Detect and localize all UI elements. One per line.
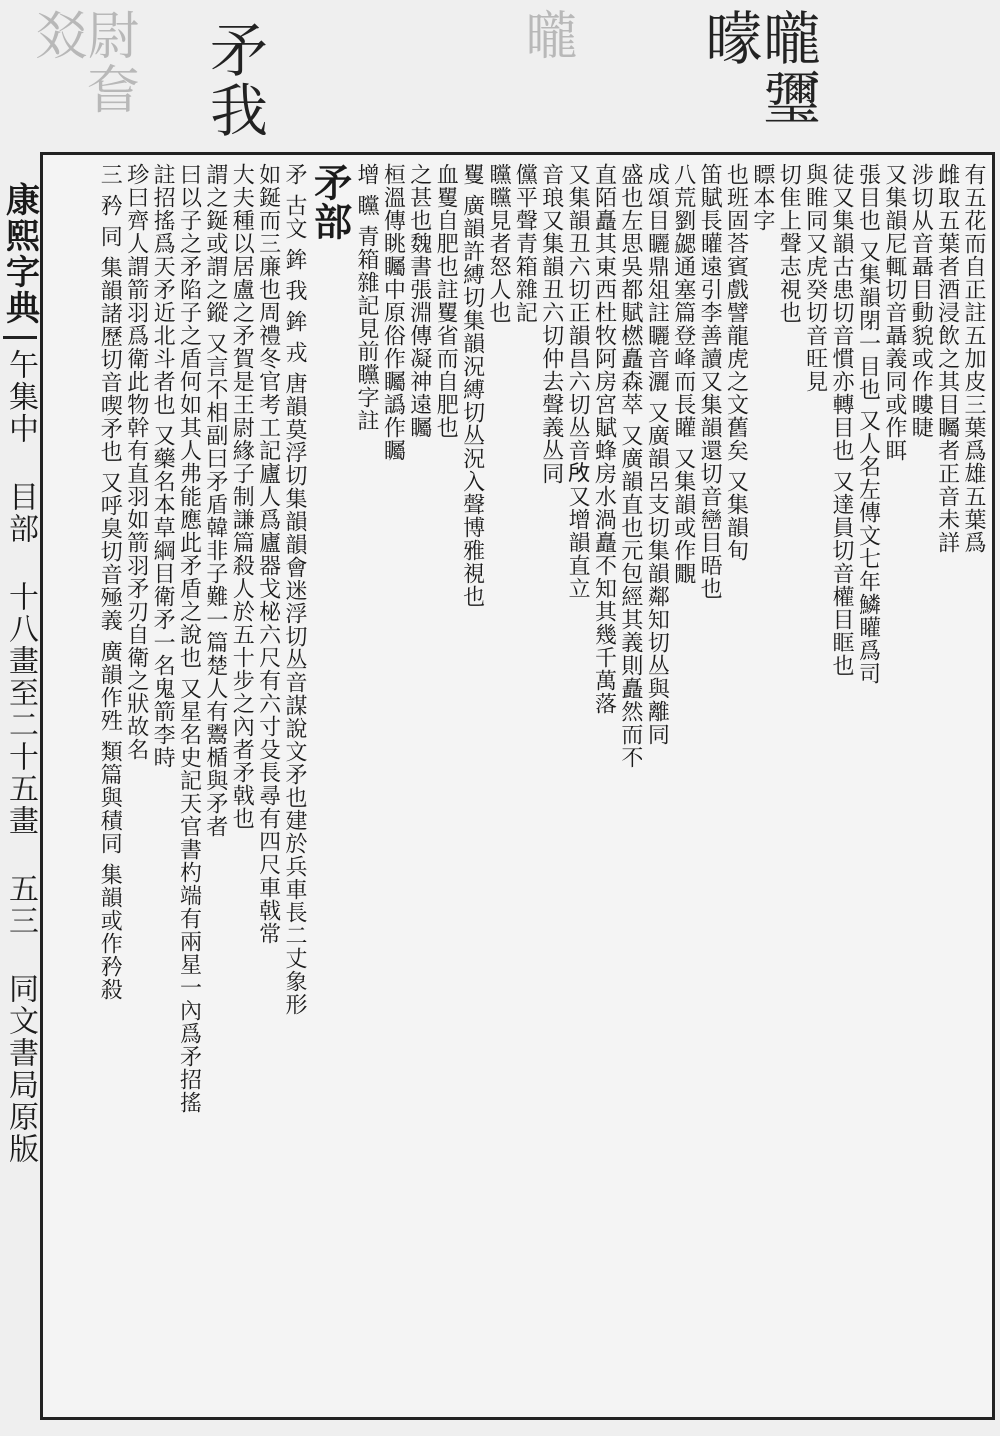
text-column: 有五花而自正註五加皮三葉爲雄五葉爲: [961, 163, 986, 554]
text-column: 增 矘 青箱雜記見前矘字註: [354, 163, 380, 432]
dictionary-page-frame: [40, 152, 995, 1420]
text-column: 矛 古文 鉾 我 鉾 戎 唐韻莫浮切集韻韻會迷浮切丛音謀說文矛也建於兵車長二丈象形: [282, 163, 308, 1016]
page-number: 五三: [3, 873, 38, 937]
text-column: 涉切从音聶目動貌或作瞜睫: [908, 163, 934, 439]
publisher-label: 同文書局原版: [3, 973, 38, 1165]
radical-label: 目部: [3, 481, 38, 545]
text-column: 音琅又集韻丑六切仲去聲義丛同: [538, 163, 564, 485]
text-column: 血矍自肥也註矍省而自肥也: [433, 163, 459, 439]
book-title: 康熙字典: [0, 182, 40, 326]
text-column: 桓溫傳眺矚中原俗作矚譌作矚: [380, 163, 406, 462]
text-column: 大夫種以居盧之矛賀是王尉緣子制謙篇殺人於五十步之內者矛戟也: [229, 163, 255, 830]
text-column: 八荒劉勰通塞篇登峰而長矔 又集韻或作覵: [670, 163, 696, 585]
text-column: 直陌矗其東西杜牧阿房宮賦蜂房水渦矗不知其幾千萬落: [591, 163, 617, 715]
seal-faint-left: 尉㚛㸚: [26, 8, 138, 116]
text-column: 儻平聲青箱雜記: [512, 163, 538, 324]
text-column: 雌取五葉者酒浸飲之其目矚者正音未詳: [934, 163, 960, 554]
stroke-range: 十八畫至二十五畫: [3, 581, 38, 837]
text-column: 又集韻尼輒切音聶義同或作眲: [881, 163, 907, 462]
text-column: 與睢同又虎癸切音旺見: [802, 163, 828, 393]
seal-faint-right: 曨: [516, 8, 576, 62]
text-column: 曰以子之矛陷子之盾何如其人弗能應此矛盾之說也 又星名史記天官書杓端有兩星一內爲矛招搖: [176, 163, 202, 1114]
text-column: 張目也 又集韻閉一目也 又人名左傳文七年鱗矔爲司: [855, 163, 881, 685]
seal-left: 矛我: [200, 20, 268, 140]
text-column: 之甚也魏書張淵傳凝神遠矚: [406, 163, 432, 439]
text-column: 三 矜 同 集韻諸歷切音喫矛也 又呼臭切音殛義 廣韻作殅 類篇與積同 集韻或作矜殺: [97, 163, 123, 1001]
text-column: 矍 廣韻許縛切集韻況縛切丛況入聲博雅視也: [459, 163, 485, 608]
text-column: 盛也左思吳都賦橪矗森萃 又廣韻直也元包經其義則矗然而不: [617, 163, 643, 769]
page-spine: [0, 152, 40, 1420]
text-column: 瞟本字: [749, 163, 775, 232]
text-column: 又集韻丑六切正韻昌六切丛音𢼄又增韻直立: [565, 163, 591, 600]
text-column: 如鋋而三廉也周禮冬官考工記廬人爲廬器戈柲六尺有六寸殳長尋有四尺車戟常: [255, 163, 281, 945]
text-column: 珍曰齊人謂箭羽爲衛此物幹有直羽如箭羽矛刃自衛之狀故名: [123, 163, 149, 761]
section-label: 午集中: [3, 349, 38, 445]
text-column: 徒又集韻古患切音慣亦轉目也 又達員切音權目眶也: [829, 163, 855, 677]
text-column: 切隹上聲志視也: [776, 163, 802, 324]
seal-right: 曨瓕曚: [695, 8, 821, 128]
text-column: 笛賦長矔遠引李善讀又集韻還切音巒目晤也: [697, 163, 723, 600]
radical-heading: 矛部: [307, 163, 353, 241]
text-column: 成頌目矖鼎俎註矖音灑 又廣韻呂支切集韻鄰知切丛與離同: [644, 163, 670, 746]
spine-rule: [3, 336, 37, 339]
text-column: 註招搖爲天矛近北斗者也 又藥名本草綱目衛矛一名鬼箭李時: [150, 163, 176, 769]
text-column: 矘矘見者怒人也: [485, 163, 511, 324]
text-column: 謂之鋋或謂之鏦 又言不相副曰矛盾韓非子難一篇楚人有鬻楯與矛者: [202, 163, 228, 838]
dictionary-body-text: [49, 163, 986, 1409]
text-column: 也班固荅賓戲譬龍虎之文舊矣 又集韻旬: [723, 163, 749, 562]
seal-header: [0, 0, 1000, 150]
